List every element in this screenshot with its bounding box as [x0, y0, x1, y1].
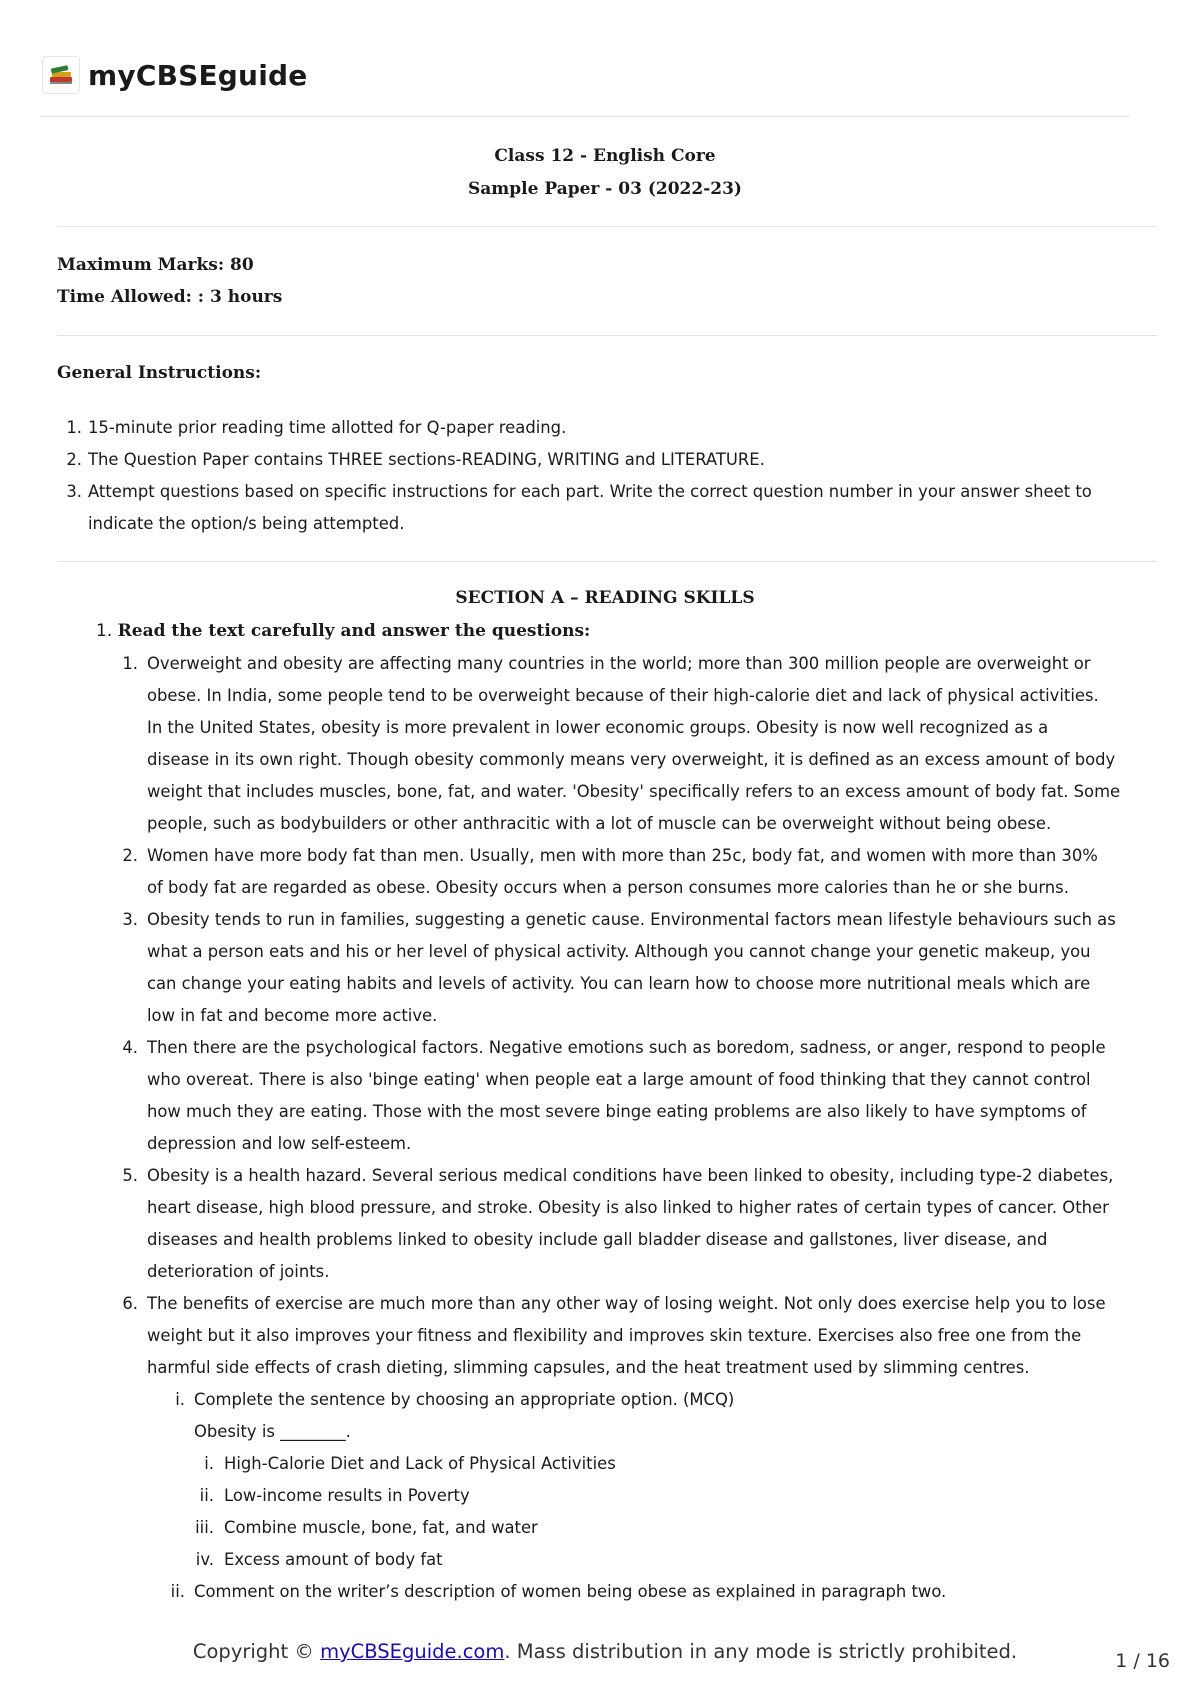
- time-allowed: Time Allowed: : 3 hours: [57, 287, 283, 307]
- instruction-number: 3.: [66, 482, 82, 501]
- page-number: 1 / 16: [1115, 1650, 1170, 1672]
- section-a-title: SECTION A – READING SKILLS: [455, 588, 755, 608]
- option-text: Excess amount of body fat: [224, 1550, 443, 1569]
- paragraph-line: In the United States, obesity is more prevalent in lower economic groups. Obesity is now well recognized as a: [147, 718, 1049, 737]
- paragraph-line: of body fat are regarded as obese. Obesity occurs when a person consumes more calories than he or she burns.: [147, 878, 1069, 897]
- paragraph-line: deterioration of joints.: [147, 1262, 330, 1281]
- paragraph-line: who overeat. There is also 'binge eating' when people eat a large amount of food thinking that they cannot control: [147, 1070, 1091, 1089]
- option-number: iii.: [195, 1518, 214, 1537]
- paragraph-line: obese. In India, some people tend to be overweight because of their high-calorie diet and lack of physical activities.: [147, 686, 1099, 705]
- sub-question-text: Complete the sentence by choosing an appropriate option. (MCQ): [194, 1390, 735, 1409]
- paragraph-line: Obesity is a health hazard. Several serious medical conditions have been linked to obesity, including type-2 diabetes,: [147, 1166, 1114, 1185]
- sub-question-text: Comment on the writer’s description of women being obese as explained in paragraph two.: [194, 1582, 947, 1601]
- paragraph-line: depression and low self-esteem.: [147, 1134, 412, 1153]
- question-title: Read the text carefully and answer the questions:: [117, 621, 591, 641]
- question-1-heading: [96, 615, 590, 647]
- header-divider: [40, 116, 1130, 117]
- option-text: Low-income results in Poverty: [224, 1486, 470, 1505]
- paragraph-line: what a person eats and his or her level of physical activity. Although you cannot change your genetic makeup, you: [147, 942, 1091, 961]
- copyright-prefix: Copyright ©: [192, 1640, 321, 1663]
- copyright-link[interactable]: myCBSEguide.com: [320, 1640, 505, 1663]
- paper-class-title: Class 12 - English Core: [494, 146, 716, 166]
- copyright-suffix: . Mass distribution in any mode is strictly prohibited.: [504, 1640, 1018, 1663]
- max-marks: Maximum Marks: 80: [57, 255, 254, 275]
- books-logo-icon: [42, 56, 80, 94]
- paragraph-line: harmful side effects of crash dieting, slimming capsules, and the heat treatment used by slimming centres.: [147, 1358, 1030, 1377]
- sub-question-number: ii.: [170, 1582, 185, 1601]
- paragraph-number: 6.: [122, 1294, 138, 1313]
- option-number: iv.: [195, 1550, 214, 1569]
- paragraph-line: disease in its own right. Though obesity commonly means very overweight, it is defined as an excess amount of body: [147, 750, 1116, 769]
- instruction-line: Attempt questions based on specific instructions for each part. Write the correct question number in your answer sheet to: [88, 482, 1092, 501]
- paragraph-line: Then there are the psychological factors. Negative emotions such as boredom, sadness, or anger, respond to people: [147, 1038, 1106, 1057]
- instruction-line: 15-minute prior reading time allotted for Q-paper reading.: [88, 418, 567, 437]
- paragraph-line: low in fat and become more active.: [147, 1006, 438, 1025]
- sub-question-stem: Obesity is ________.: [194, 1422, 351, 1441]
- paragraph-line: heart disease, high blood pressure, and stroke. Obesity is also linked to higher rates of certain types of cancer. Other: [147, 1198, 1109, 1217]
- option-text: Combine muscle, bone, fat, and water: [224, 1518, 538, 1537]
- paragraph-line: how much they are eating. Those with the most severe binge eating problems are also likely to have symptoms of: [147, 1102, 1087, 1121]
- option-number: ii.: [199, 1486, 214, 1505]
- option-number: i.: [204, 1454, 214, 1473]
- option-text: High-Calorie Diet and Lack of Physical Activities: [224, 1454, 616, 1473]
- paragraph-number: 3.: [122, 910, 138, 929]
- meta-divider: [57, 335, 1157, 336]
- paragraph-line: weight but it also improves your fitness and flexibility and improves skin texture. Exercises also free one from the: [147, 1326, 1082, 1345]
- instructions-divider: [57, 561, 1157, 562]
- paragraph-line: weight that includes muscles, bone, fat, and water. 'Obesity' specifically refers to an excess amount of body fat. Some: [147, 782, 1121, 801]
- instruction-line: indicate the option/s being attempted.: [88, 514, 405, 533]
- question-number: 1.: [96, 621, 113, 641]
- paragraph-line: people, such as bodybuilders or other anthracitic with a lot of muscle can be overweight without being obese.: [147, 814, 1052, 833]
- paragraph-number: 2.: [122, 846, 138, 865]
- paragraph-line: The benefits of exercise are much more than any other way of losing weight. Not only does exercise help you to lose: [147, 1294, 1106, 1313]
- paragraph-line: diseases and health problems linked to obesity include gall bladder disease and gallstones, liver disease, and: [147, 1230, 1048, 1249]
- paper-subtitle: Sample Paper - 03 (2022-23): [468, 179, 742, 199]
- paragraph-number: 1.: [122, 654, 138, 673]
- paragraph-line: can change your eating habits and levels of activity. You can learn how to choose more nutritional meals which are: [147, 974, 1091, 993]
- title-divider: [57, 226, 1157, 227]
- paragraph-line: Overweight and obesity are affecting many countries in the world; more than 300 million people are overweight or: [147, 654, 1091, 673]
- paragraph-line: Women have more body fat than men. Usually, men with more than 25c, body fat, and women with more than 30%: [147, 846, 1098, 865]
- paragraph-number: 5.: [122, 1166, 138, 1185]
- instruction-line: The Question Paper contains THREE sections-READING, WRITING and LITERATURE.: [88, 450, 765, 469]
- brand-name: myCBSEguide: [88, 58, 308, 92]
- instructions-heading: General Instructions:: [57, 363, 262, 383]
- instruction-number: 1.: [66, 418, 82, 437]
- site-header: [42, 52, 307, 98]
- instruction-number: 2.: [66, 450, 82, 469]
- sub-question-number: i.: [175, 1390, 185, 1409]
- paragraph-line: Obesity tends to run in families, suggesting a genetic cause. Environmental factors mean lifestyle behaviours such as: [147, 910, 1116, 929]
- paragraph-number: 4.: [122, 1038, 138, 1057]
- copyright-footer: [0, 1640, 1200, 1663]
